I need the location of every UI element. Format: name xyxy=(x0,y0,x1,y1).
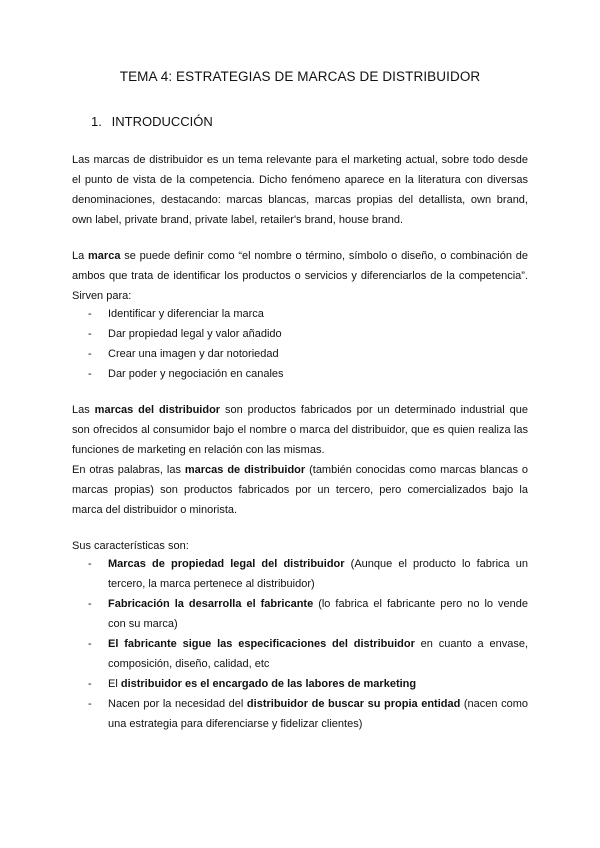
text-run: (lo fabrica el fabricante pero no lo vende xyxy=(313,598,529,610)
intro-paragraph xyxy=(72,150,528,230)
text-run: Nacen por la necesidad del xyxy=(108,698,247,710)
dash-bullet: - xyxy=(88,348,92,360)
bold-term-marca: marca xyxy=(88,250,121,262)
list-item-line xyxy=(108,694,528,714)
text-run: Las xyxy=(72,404,95,416)
text-run: se puede definir como “el nombre o término, símbolo o diseño, o combinación de xyxy=(120,250,528,262)
dash-bullet: - xyxy=(88,368,92,380)
characteristics-heading xyxy=(72,536,528,556)
list-item-line: con su marca) xyxy=(108,618,178,630)
bold-term: marcas de distribuidor xyxy=(184,464,306,476)
distributor-brands-paragraph xyxy=(72,400,528,520)
intro-line: denominaciones, destacando: marcas blancas, marcas propias del detallista, own brand, xyxy=(72,194,528,206)
marca-line-1 xyxy=(72,246,528,266)
list-item-line xyxy=(108,554,528,574)
text-run: en cuanto a envase, xyxy=(414,638,529,650)
bold-term: El fabricante sigue las especificaciones del distribuidor xyxy=(108,638,415,650)
list-item xyxy=(88,694,528,734)
list-item xyxy=(88,304,528,324)
dash-bullet: - xyxy=(88,698,92,710)
bold-term: marcas del distribuidor xyxy=(94,404,221,416)
dash-bullet: - xyxy=(88,678,92,690)
dist-line-1 xyxy=(72,400,528,420)
list-item-line xyxy=(108,634,528,654)
dash-bullet: - xyxy=(88,598,92,610)
characteristics-list xyxy=(88,554,528,734)
marca-line-3: Sirven para: xyxy=(72,290,132,302)
list-item-line: composición, diseño, calidad, etc xyxy=(108,658,270,670)
intro-line: Las marcas de distribuidor es un tema relevante para el marketing actual, sobre todo desde xyxy=(72,154,528,166)
section-title: INTRODUCCIÓN xyxy=(111,114,213,129)
dash-bullet: - xyxy=(88,308,92,320)
dash-bullet: - xyxy=(88,638,92,650)
list-item-line: una estrategia para diferenciarse y fidelizar clientes) xyxy=(108,718,363,730)
text-run: El xyxy=(108,678,121,690)
section-number: 1. xyxy=(91,114,102,129)
bold-term: Marcas de propiedad legal del distribuidor xyxy=(108,558,345,570)
text-run: son productos fabricados por un determinado industrial que xyxy=(220,404,528,416)
dash-bullet: - xyxy=(88,558,92,570)
section-heading xyxy=(91,114,213,129)
list-item xyxy=(88,344,528,364)
intro-line: el punto de vista de la competencia. Dicho fenómeno aparece en la literatura con diversas xyxy=(72,174,528,186)
bold-term: distribuidor es el encargado de las labores de marketing xyxy=(120,678,417,690)
list-item xyxy=(88,594,528,634)
dash-bullet: - xyxy=(88,328,92,340)
text-run: (también conocidas como marcas blancas o xyxy=(305,464,528,476)
marca-line-2: ambos que trata de identificar los productos o servicios y diferenciarlos de la competencia”. xyxy=(72,270,528,282)
sirven-list xyxy=(88,304,528,384)
intro-line: own label, private brand, private label, retailer's brand, house brand. xyxy=(72,214,404,226)
dist-line-6: marca del distribuidor o minorista. xyxy=(72,504,238,516)
page-title: TEMA 4: ESTRATEGIAS DE MARCAS DE DISTRIBUIDOR xyxy=(119,69,481,84)
list-item xyxy=(88,554,528,594)
text-run: La xyxy=(72,250,89,262)
marca-definition-paragraph xyxy=(72,246,528,306)
list-item xyxy=(88,634,528,674)
text-run: En otras palabras, las xyxy=(72,464,185,476)
list-item-line xyxy=(108,594,528,614)
bold-term: Fabricación la desarrolla el fabricante xyxy=(108,598,314,610)
list-item-line: tercero, la marca pertenece al distribuidor) xyxy=(108,578,315,590)
bold-term: distribuidor de buscar su propia entidad xyxy=(246,698,461,710)
list-item xyxy=(88,324,528,344)
list-item-text: Dar poder y negociación en canales xyxy=(108,368,284,380)
list-item-text: Crear una imagen y dar notoriedad xyxy=(108,348,279,360)
dist-line-4 xyxy=(72,460,528,480)
text-run: (nacen como xyxy=(460,698,528,710)
dist-line-5: marcas propias) son productos fabricados por un tercero, pero comercializados bajo la xyxy=(72,484,528,496)
list-item-text: Identificar y diferenciar la marca xyxy=(108,308,264,320)
dist-line-2: son ofrecidos al consumidor bajo el nombre o marca del distribuidor, que es quien realiza las xyxy=(72,424,528,436)
list-item xyxy=(88,674,528,694)
list-item-text: Dar propiedad legal y valor añadido xyxy=(108,328,282,340)
text-run: (Aunque el producto lo fabrica un xyxy=(344,558,528,570)
list-item-line xyxy=(108,674,528,694)
list-item xyxy=(88,364,528,384)
characteristics-heading-text: Sus características son: xyxy=(72,540,189,552)
dist-line-3: funciones de marketing en relación con las mismas. xyxy=(72,444,325,456)
